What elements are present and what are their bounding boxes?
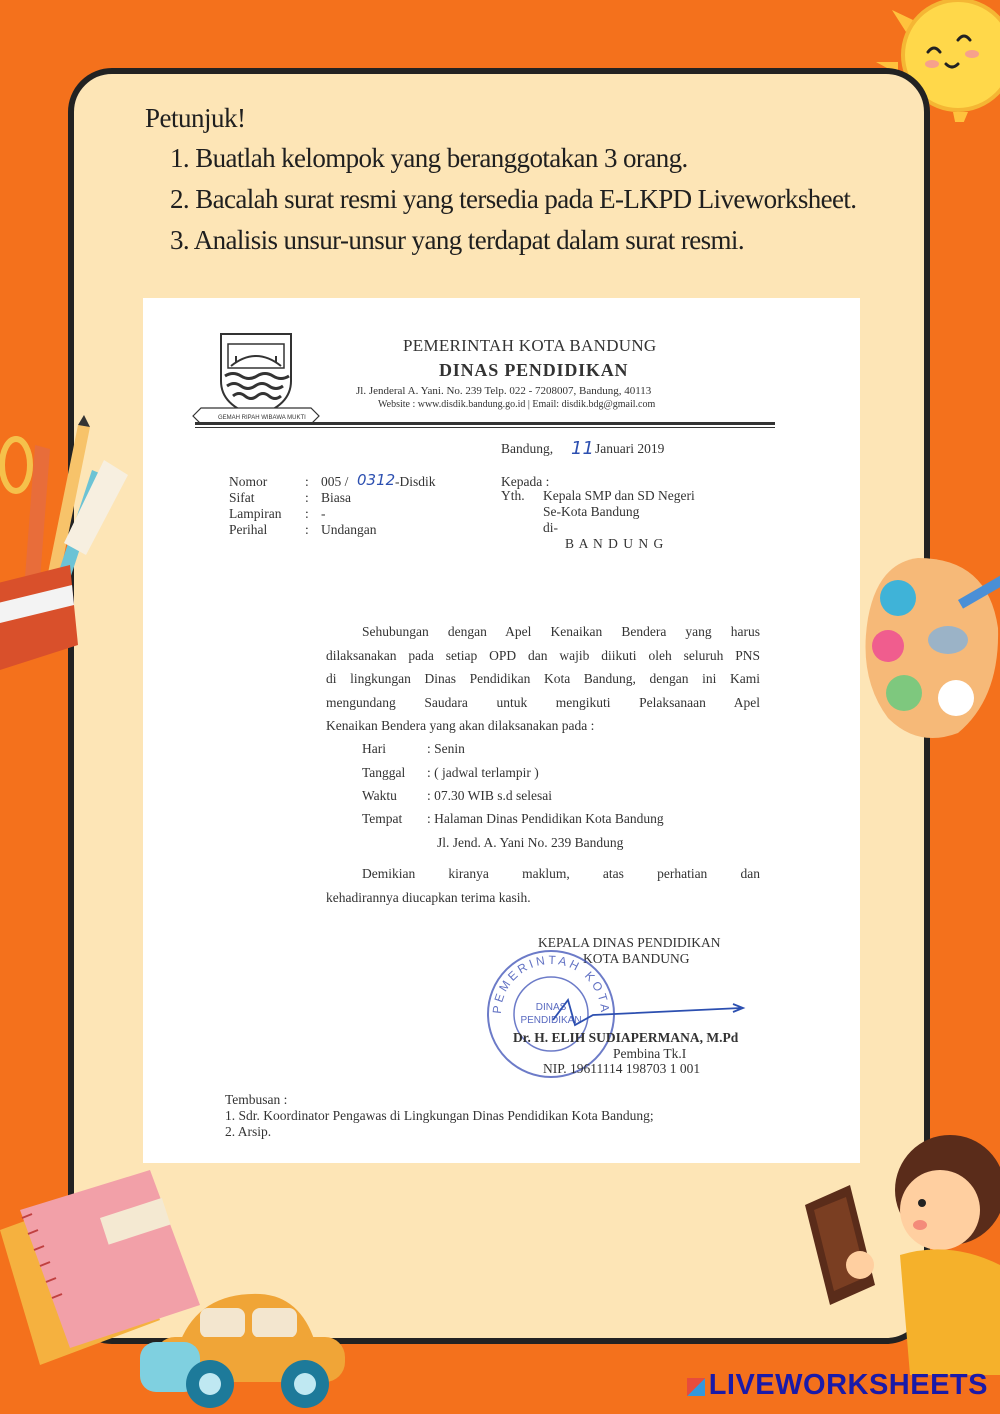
detail-value: : ( jadwal terlampir ): [427, 765, 539, 780]
official-letter: [143, 298, 860, 1163]
meta-colon: :: [305, 522, 309, 537]
letter-date-city: Bandung,: [501, 441, 554, 456]
signatory-nip: NIP. 19611114 198703 1 001: [543, 1061, 701, 1076]
kop-address: Jl. Jenderal A. Yani. No. 239 Telp. 022 - 7208007, Bandung, 40113: [356, 385, 652, 397]
detail-label: Tanggal: [362, 765, 406, 780]
meta-nomor-handwritten: 0312: [357, 471, 396, 489]
detail-label: Hari: [362, 741, 386, 756]
liveworksheets-mark-icon: [687, 1378, 705, 1396]
toy-car-decoration: [140, 1282, 350, 1412]
meta-lampiran: -: [321, 506, 326, 521]
meta-label: Nomor: [229, 474, 268, 489]
kop-government: PEMERINTAH KOTA BANDUNG: [403, 336, 657, 355]
body-line: dilaksanakan pada setiap OPD dan wajib diikuti oleh seluruh PNS: [326, 647, 760, 663]
meta-colon: :: [305, 490, 309, 505]
signatory-rank: Pembina Tk.I: [613, 1046, 687, 1061]
logo-motto: GEMAH RIPAH WIBAWA MUKTI: [218, 415, 306, 421]
signature-title: KEPALA DINAS PENDIDIKAN: [538, 935, 721, 950]
liveworksheets-logo: [687, 1369, 988, 1402]
cc-item: 1. Sdr. Koordinator Pengawas di Lingkungan Dinas Pendidikan Kota Bandung;: [225, 1108, 654, 1123]
kop-divider: [195, 422, 775, 425]
letter-date-month: Januari 2019: [595, 441, 665, 456]
body-line: mengundang Saudara untuk mengikuti Pelaksanaan Apel: [326, 694, 760, 710]
body-line: Demikian kiranya maklum, atas perhatian dan: [362, 866, 760, 881]
liveworksheets-text: LIVEWORKSHEETS: [708, 1369, 988, 1401]
body-paragraph: [326, 620, 760, 738]
paint-palette-decoration: [858, 548, 1000, 748]
detail-label: Waktu: [362, 788, 397, 803]
city-emblem-icon: [191, 326, 321, 426]
body-line: Sehubungan dengan Apel Kenaikan Bendera yang harus: [362, 624, 760, 639]
detail-value: : Halaman Dinas Pendidikan Kota Bandung: [427, 811, 664, 826]
body-line: di lingkungan Dinas Pendidikan Kota Bandung, dengan ini Kami: [326, 671, 760, 686]
closing-paragraph: [326, 862, 760, 909]
detail-value: : 07.30 WIB s.d selesai: [427, 788, 552, 803]
body-line: Kenaikan Bendera yang akan dilaksanakan pada :: [326, 718, 595, 733]
signature-title: KOTA BANDUNG: [583, 951, 690, 966]
stamp-center: PENDIDIKAN: [520, 1015, 582, 1026]
meta-nomor-prefix: 005 /: [321, 474, 349, 489]
kop-divider-thin: [195, 427, 775, 428]
meta-label: Perihal: [229, 522, 268, 537]
meta-nomor-suffix: -Disdik: [395, 474, 436, 489]
detail-value-cont: Jl. Jend. A. Yani No. 239 Bandung: [437, 835, 624, 850]
instruction-item: 2. Bacalah surat resmi yang tersedia pada E-LKPD Liveworksheet.: [170, 184, 857, 214]
instruction-item: 1. Buatlah kelompok yang beranggotakan 3 orang.: [170, 143, 688, 173]
stamp-center: DINAS: [535, 1002, 567, 1013]
kop-website: Website : www.disdik.bandung.go.id | Email: disdik.bdg@gmail.com: [378, 399, 656, 410]
meta-label: Lampiran: [229, 506, 282, 521]
pencil-cup-decoration: [0, 415, 140, 675]
meta-perihal: Undangan: [321, 522, 377, 537]
cc-label: Tembusan :: [225, 1092, 288, 1107]
meta-sifat: Biasa: [321, 490, 351, 505]
kop-agency: DINAS PENDIDIKAN: [439, 360, 629, 380]
instructions-title: Petunjuk!: [145, 103, 246, 133]
detail-value: : Senin: [427, 741, 465, 756]
meta-colon: :: [305, 506, 309, 521]
meta-colon: :: [305, 474, 309, 489]
instruction-item: 3. Analisis unsur-unsur yang terdapat dalam surat resmi.: [170, 225, 744, 255]
recipient-line: di-: [543, 520, 558, 535]
cc-item: 2. Arsip.: [225, 1124, 272, 1139]
recipient-line: Se-Kota Bandung: [543, 504, 640, 519]
recipient-yth: Yth.: [501, 488, 525, 503]
meta-label: Sifat: [229, 490, 255, 505]
letter-date-day: 11: [571, 438, 594, 459]
recipient-line: Kepala SMP dan SD Negeri: [543, 488, 695, 503]
recipient-city: B A N D U N G: [565, 536, 665, 551]
stamp-ring-text: PEMERINTAH KOTA: [489, 952, 613, 1016]
recipient-kepada: Kepada :: [501, 474, 550, 489]
child-reading-decoration: [800, 1115, 1000, 1375]
body-line: kehadirannya diucapkan terima kasih.: [326, 889, 531, 905]
signatory-name: Dr. H. ELIH SUDIAPERMANA, M.Pd: [513, 1030, 739, 1045]
detail-label: Tempat: [362, 811, 403, 826]
